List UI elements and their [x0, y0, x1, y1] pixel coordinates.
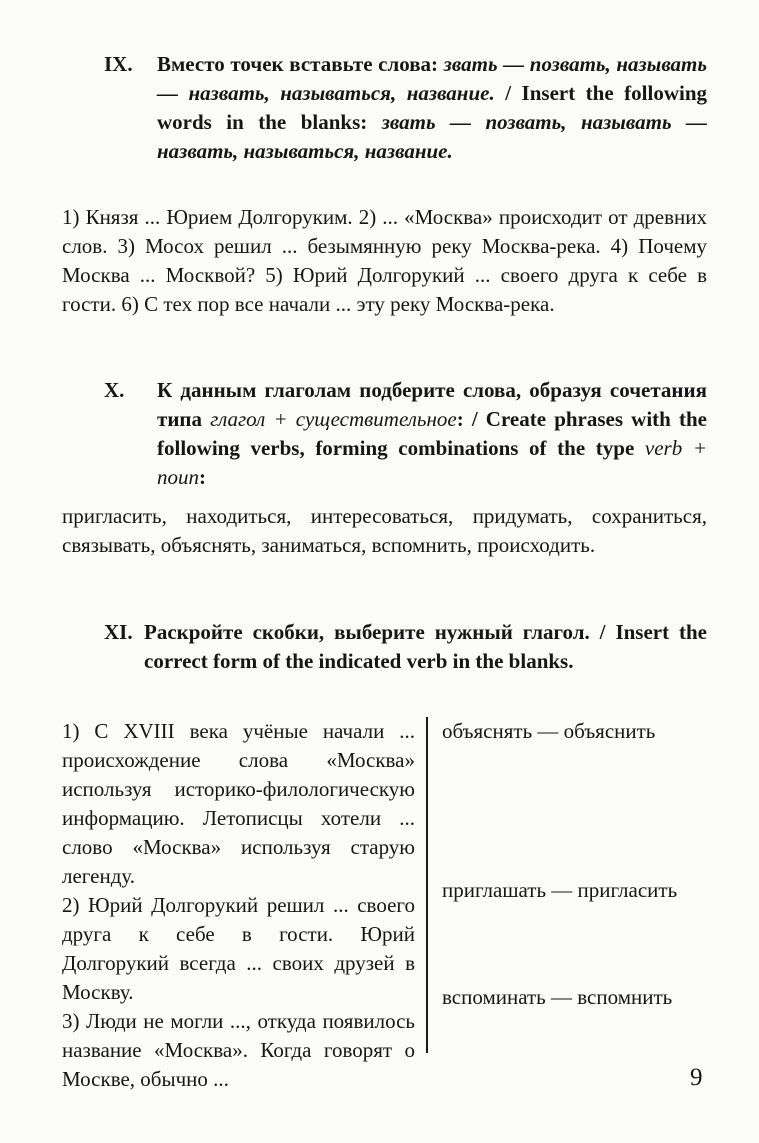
task-9-header: [62, 50, 707, 166]
task-10-number: X.: [104, 378, 125, 402]
task-10-ru-prefix: К данным глаголам подберите слова, образуя сочетания типа: [157, 378, 707, 431]
task-9: [62, 50, 707, 166]
task-9-en-words: звать — позвать, называть — назвать, называться, название.: [157, 110, 707, 163]
task-11-number: XI.: [104, 620, 133, 644]
task-11-instruction: [144, 618, 707, 676]
page-number: 9: [690, 1064, 703, 1091]
task-11-verb-3: вспоминать — вспомнить: [442, 985, 673, 1009]
task-11-item-3: 3) Люди не могли ..., откуда появилось название «Москва». Когда говорят о Москве, обычно ...: [62, 1009, 415, 1091]
task-9-ru-prefix: Вместо точек вставьте слова:: [157, 52, 439, 76]
task-11-item-2: 2) Юрий Долгорукий решил ... своего друга к себе в гости. Юрий Долгорукий всегда ... своих друзей в Москву.: [62, 893, 415, 1004]
task-9-ru-words: звать — позвать, называть — назвать, называться, название.: [157, 52, 707, 105]
task-9-instruction: [157, 50, 707, 166]
task-9-number: IX.: [104, 52, 133, 76]
column-divider: [426, 717, 428, 1053]
task-11-verb-1: объяснять — объяснить: [442, 719, 656, 743]
task-10-instruction: [157, 376, 707, 492]
task-11-sentences: [62, 717, 415, 1094]
task-10-header: [62, 376, 707, 492]
task-9-text: 1) Князя ... Юрием Долгоруким. 2) ... «Москва» происходит от древних слов. 3) Мосох решил ... безымянную реку Москва-река. 4) Почему Москва ... Москвой? 5) Юрий Долгорукий ... своего друга к себе в гости. 6) С тех пор все начали ... эту реку Москва-река.: [62, 205, 707, 316]
task-10-en-prefix: : / Create phrases with the following verbs, forming combinations of the type: [157, 407, 707, 460]
task-10-en-formula: verb + noun: [157, 436, 707, 489]
task-11-verb-2: приглашать — пригласить: [442, 878, 678, 902]
task-11-ru-instruction: Раскройте скобки, выберите нужный глагол. /: [144, 620, 606, 644]
task-11-columns: [62, 717, 707, 1091]
task-10-text: пригласить, находиться, интересоваться, придумать, сохраниться, связывать, объяснять, заниматься, вспомнить, происходить.: [62, 504, 707, 557]
task-10-en-suffix: :: [199, 465, 206, 489]
task-11-header: [62, 618, 707, 676]
task-10-ru-formula: глагол + существительное: [210, 407, 457, 431]
task-11-item-1: 1) С XVIII века учёные начали ... происхождение слова «Москва» используя историко-филологическую информацию. Летописцы хотели ... слово «Москва» используя старую легенду.: [62, 719, 415, 888]
task-10: [62, 376, 707, 492]
task-9-en-prefix: / Insert the following words in the blanks:: [157, 81, 708, 134]
task-11: [62, 618, 707, 676]
task-11-en-instruction: Insert the correct form of the indicated verb in the blanks.: [144, 620, 708, 673]
